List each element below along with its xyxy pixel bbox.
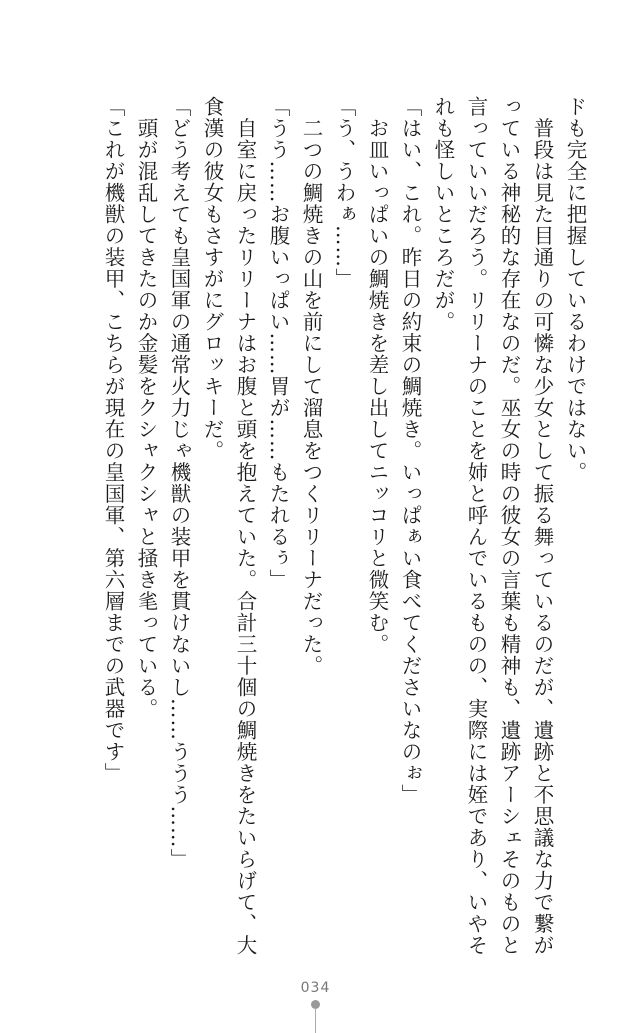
text-line: お皿いっぱいの鯛焼きを差し出してニッコリと微笑む。: [365, 96, 389, 655]
text-line: 普段は見た目通りの可憐な少女として振る舞っているのだが、遺跡と不思議な力で繋が: [530, 96, 554, 956]
text-line: 「どう考えても皇国軍の通常火力じゃ機獣の装甲を貫けないし……ううう……」: [167, 96, 191, 870]
page-number: 034: [300, 980, 331, 996]
text-line: 「はい、これ。昨日の約束の鯛焼き。いっぱぁい食べてくださいなのぉ」: [398, 96, 422, 806]
text-line: れも怪しいところだが。: [431, 96, 455, 333]
folio-line-ornament: [315, 1008, 316, 1033]
text-line: 「うう……お腹いっぱい……胃が……もたれるぅ」: [266, 96, 290, 591]
text-line: 「う、うわぁ……」: [332, 96, 356, 290]
vertical-text-block: [96, 96, 591, 956]
text-line: 「これが機獣の装甲、こちらが現在の皇国軍、第六層までの武器です」: [101, 96, 125, 784]
text-line: 自室に戻ったリリーナはお腹と頭を抱えていた。合計三十個の鯛焼きをたいらげて、大: [233, 96, 257, 956]
text-line: っている神秘的な存在なのだ。巫女の時の彼女の言葉も精神も、遺跡アーシェそのものと: [497, 96, 521, 956]
text-line: 言っていいだろう。リリーナのことを姉と呼んでいるものの、実際には姪であり、いやそ: [464, 96, 488, 956]
text-line: 食漢の彼女もさすがにグロッキーだ。: [200, 96, 224, 462]
text-line: 二つの鯛焼きの山を前にして溜息をつくリリーナだった。: [299, 96, 323, 677]
text-line: 頭が混乱してきたのか金髪をクシャクシャと掻き毟っている。: [134, 96, 158, 720]
text-line: ドも完全に把握しているわけではない。: [563, 96, 587, 483]
